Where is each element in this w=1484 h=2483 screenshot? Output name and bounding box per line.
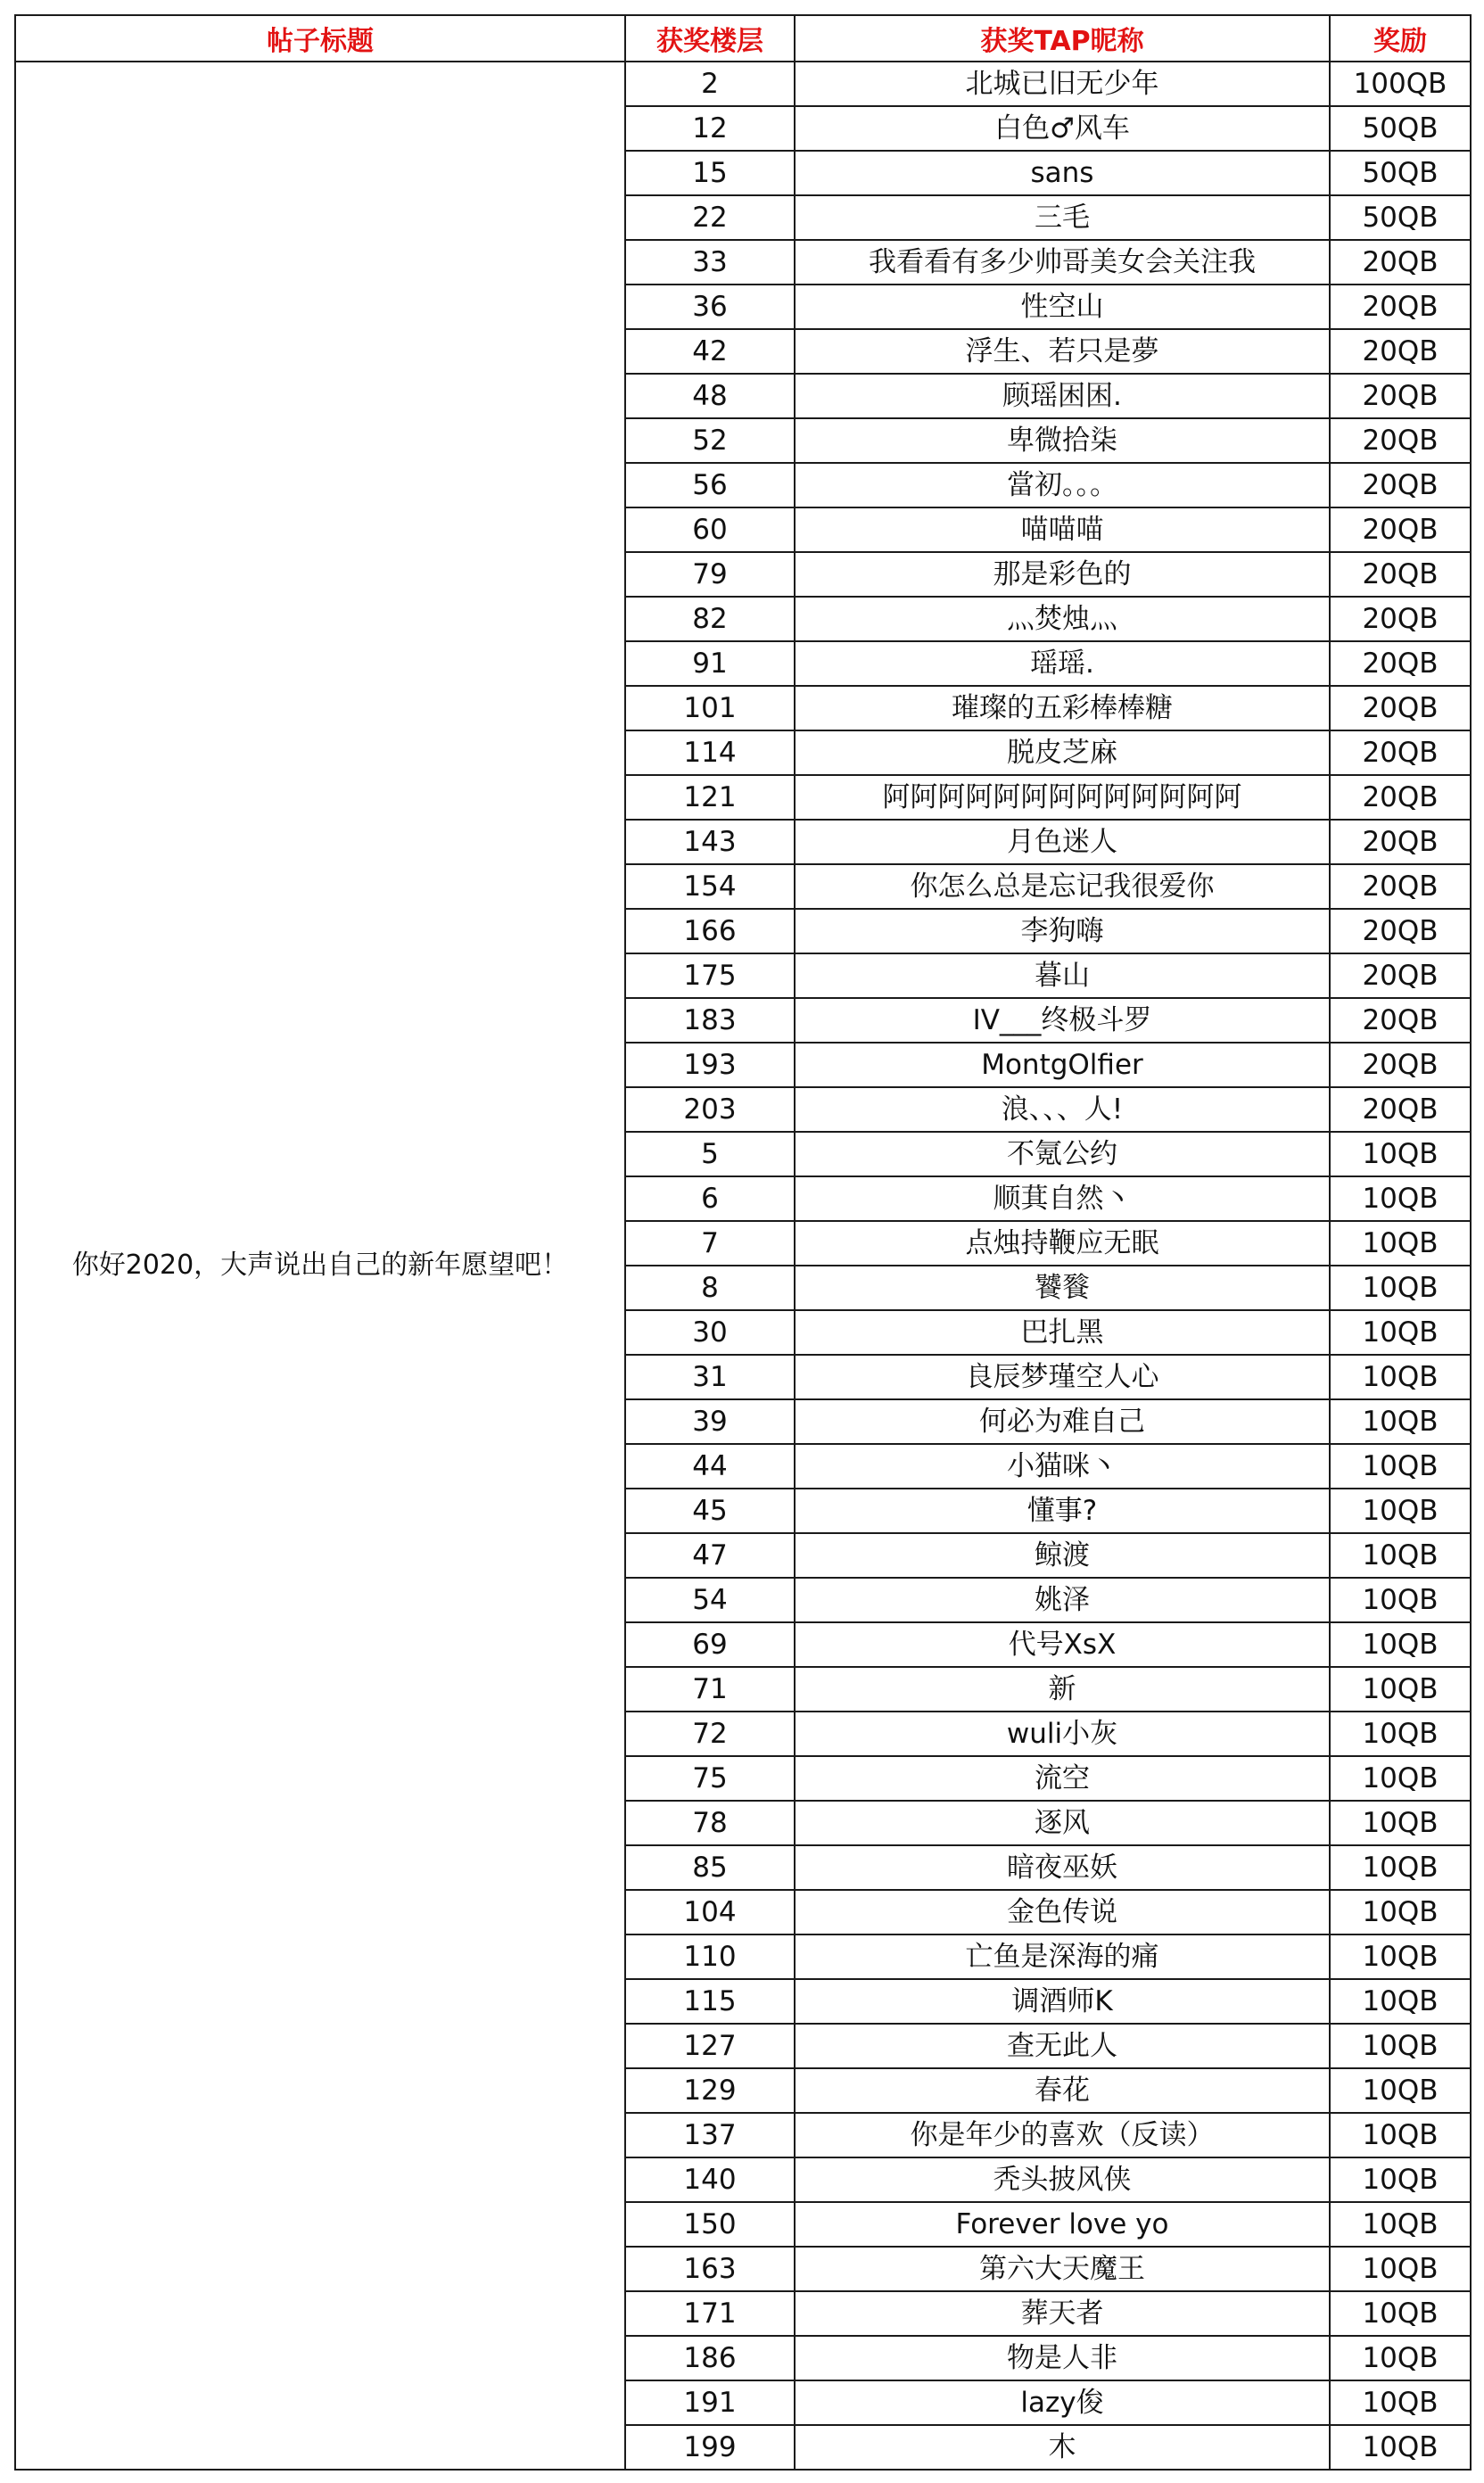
reward-cell: 10QB bbox=[1330, 1712, 1471, 1756]
nickname-cell: 木 bbox=[795, 2425, 1330, 2470]
nickname-cell: 卑微拾柒 bbox=[795, 418, 1330, 463]
floor-cell: 33 bbox=[625, 240, 795, 285]
nickname-cell: 浪、、、人! bbox=[795, 1087, 1330, 1132]
floor-cell: 31 bbox=[625, 1355, 795, 1399]
nickname-cell: 顺萁自然丶 bbox=[795, 1176, 1330, 1221]
floor-cell: 127 bbox=[625, 2024, 795, 2068]
post-title-cell: 你好2020，大声说出自己的新年愿望吧！ bbox=[15, 62, 625, 2470]
nickname-cell: 不氪公约 bbox=[795, 1132, 1330, 1176]
reward-cell: 50QB bbox=[1330, 106, 1471, 151]
nickname-cell: 脱皮芝麻 bbox=[795, 730, 1330, 775]
reward-cell: 20QB bbox=[1330, 597, 1471, 641]
reward-cell: 10QB bbox=[1330, 1266, 1471, 1310]
reward-cell: 10QB bbox=[1330, 1890, 1471, 1934]
nickname-cell: wuli小灰 bbox=[795, 1712, 1330, 1756]
nickname-cell: 你怎么总是忘记我很爱你 bbox=[795, 864, 1330, 909]
floor-cell: 183 bbox=[625, 998, 795, 1043]
nickname-cell: 喵喵喵 bbox=[795, 507, 1330, 552]
floor-cell: 163 bbox=[625, 2247, 795, 2291]
reward-cell: 20QB bbox=[1330, 864, 1471, 909]
nickname-cell: 调酒师K bbox=[795, 1979, 1330, 2024]
nickname-cell: 李狗嗨 bbox=[795, 909, 1330, 953]
floor-cell: 140 bbox=[625, 2157, 795, 2202]
reward-cell: 20QB bbox=[1330, 463, 1471, 507]
floor-cell: 15 bbox=[625, 151, 795, 195]
reward-cell: 20QB bbox=[1330, 285, 1471, 329]
floor-cell: 121 bbox=[625, 775, 795, 820]
nickname-cell: 顾瑶困困. bbox=[795, 374, 1330, 418]
floor-cell: 79 bbox=[625, 552, 795, 597]
reward-cell: 10QB bbox=[1330, 2113, 1471, 2157]
reward-cell: 10QB bbox=[1330, 1355, 1471, 1399]
header-floor: 获奖楼层 bbox=[625, 15, 795, 62]
reward-cell: 20QB bbox=[1330, 552, 1471, 597]
reward-cell: 20QB bbox=[1330, 374, 1471, 418]
nickname-cell: 阿阿阿阿阿阿阿阿阿阿阿阿阿 bbox=[795, 775, 1330, 820]
table-body bbox=[15, 62, 1471, 2470]
floor-cell: 78 bbox=[625, 1801, 795, 1845]
nickname-cell: 姚泽 bbox=[795, 1578, 1330, 1622]
nickname-cell: 灬焚烛灬 bbox=[795, 597, 1330, 641]
nickname-cell: 懂事? bbox=[795, 1489, 1330, 1533]
reward-cell: 20QB bbox=[1330, 909, 1471, 953]
reward-cell: 10QB bbox=[1330, 1845, 1471, 1890]
nickname-cell: 性空山 bbox=[795, 285, 1330, 329]
nickname-cell: Forever love yo bbox=[795, 2202, 1330, 2247]
winners-table bbox=[14, 14, 1472, 2471]
nickname-cell: IV___终极斗罗 bbox=[795, 998, 1330, 1043]
nickname-cell: sans bbox=[795, 151, 1330, 195]
reward-cell: 10QB bbox=[1330, 1622, 1471, 1667]
nickname-cell: 第六大天魔王 bbox=[795, 2247, 1330, 2291]
reward-cell: 20QB bbox=[1330, 1043, 1471, 1087]
floor-cell: 166 bbox=[625, 909, 795, 953]
reward-cell: 10QB bbox=[1330, 2157, 1471, 2202]
nickname-cell: 小猫咪丶 bbox=[795, 1444, 1330, 1489]
reward-cell: 20QB bbox=[1330, 1087, 1471, 1132]
nickname-cell: 饕餮 bbox=[795, 1266, 1330, 1310]
floor-cell: 60 bbox=[625, 507, 795, 552]
floor-cell: 42 bbox=[625, 329, 795, 374]
nickname-cell: 流空 bbox=[795, 1756, 1330, 1801]
nickname-cell: 白色♂风车 bbox=[795, 106, 1330, 151]
reward-cell: 10QB bbox=[1330, 1221, 1471, 1266]
floor-cell: 72 bbox=[625, 1712, 795, 1756]
nickname-cell: 亡鱼是深海的痛 bbox=[795, 1934, 1330, 1979]
floor-cell: 154 bbox=[625, 864, 795, 909]
floor-cell: 36 bbox=[625, 285, 795, 329]
nickname-cell: 月色迷人 bbox=[795, 820, 1330, 864]
nickname-cell: 當初。。。 bbox=[795, 463, 1330, 507]
reward-cell: 10QB bbox=[1330, 2291, 1471, 2336]
header-post-title: 帖子标题 bbox=[15, 15, 625, 62]
floor-cell: 82 bbox=[625, 597, 795, 641]
header-row bbox=[15, 15, 1471, 62]
nickname-cell: 秃头披风侠 bbox=[795, 2157, 1330, 2202]
nickname-cell: 你是年少的喜欢（反读） bbox=[795, 2113, 1330, 2157]
floor-cell: 7 bbox=[625, 1221, 795, 1266]
floor-cell: 71 bbox=[625, 1667, 795, 1712]
nickname-cell: 巴扎黑 bbox=[795, 1310, 1330, 1355]
floor-cell: 75 bbox=[625, 1756, 795, 1801]
reward-cell: 10QB bbox=[1330, 1756, 1471, 1801]
floor-cell: 193 bbox=[625, 1043, 795, 1087]
nickname-cell: 金色传说 bbox=[795, 1890, 1330, 1934]
reward-cell: 10QB bbox=[1330, 2425, 1471, 2470]
reward-cell: 50QB bbox=[1330, 195, 1471, 240]
reward-cell: 20QB bbox=[1330, 686, 1471, 730]
table-row bbox=[15, 62, 1471, 106]
floor-cell: 22 bbox=[625, 195, 795, 240]
reward-cell: 10QB bbox=[1330, 1801, 1471, 1845]
reward-cell: 20QB bbox=[1330, 641, 1471, 686]
floor-cell: 54 bbox=[625, 1578, 795, 1622]
floor-cell: 44 bbox=[625, 1444, 795, 1489]
nickname-cell: 葬天者 bbox=[795, 2291, 1330, 2336]
reward-cell: 10QB bbox=[1330, 1444, 1471, 1489]
nickname-cell: 何必为难自己 bbox=[795, 1399, 1330, 1444]
reward-cell: 10QB bbox=[1330, 1132, 1471, 1176]
floor-cell: 5 bbox=[625, 1132, 795, 1176]
floor-cell: 91 bbox=[625, 641, 795, 686]
nickname-cell: 点烛持鞭应无眠 bbox=[795, 1221, 1330, 1266]
header-nickname: 获奖TAP昵称 bbox=[795, 15, 1330, 62]
floor-cell: 199 bbox=[625, 2425, 795, 2470]
reward-cell: 10QB bbox=[1330, 1489, 1471, 1533]
reward-cell: 20QB bbox=[1330, 820, 1471, 864]
floor-cell: 6 bbox=[625, 1176, 795, 1221]
floor-cell: 175 bbox=[625, 953, 795, 998]
nickname-cell: 暮山 bbox=[795, 953, 1330, 998]
reward-cell: 100QB bbox=[1330, 62, 1471, 106]
nickname-cell: 璀璨的五彩棒棒糖 bbox=[795, 686, 1330, 730]
reward-cell: 10QB bbox=[1330, 1176, 1471, 1221]
nickname-cell: lazy俊 bbox=[795, 2380, 1330, 2425]
floor-cell: 191 bbox=[625, 2380, 795, 2425]
floor-cell: 52 bbox=[625, 418, 795, 463]
nickname-cell: MontgOlfier bbox=[795, 1043, 1330, 1087]
nickname-cell: 代号XsX bbox=[795, 1622, 1330, 1667]
reward-cell: 10QB bbox=[1330, 1578, 1471, 1622]
floor-cell: 39 bbox=[625, 1399, 795, 1444]
reward-cell: 10QB bbox=[1330, 2202, 1471, 2247]
floor-cell: 56 bbox=[625, 463, 795, 507]
reward-cell: 20QB bbox=[1330, 953, 1471, 998]
reward-cell: 10QB bbox=[1330, 1399, 1471, 1444]
nickname-cell: 物是人非 bbox=[795, 2336, 1330, 2380]
reward-cell: 20QB bbox=[1330, 507, 1471, 552]
nickname-cell: 瑶瑶. bbox=[795, 641, 1330, 686]
floor-cell: 114 bbox=[625, 730, 795, 775]
nickname-cell: 查无此人 bbox=[795, 2024, 1330, 2068]
reward-cell: 10QB bbox=[1330, 2024, 1471, 2068]
reward-cell: 20QB bbox=[1330, 240, 1471, 285]
floor-cell: 143 bbox=[625, 820, 795, 864]
floor-cell: 85 bbox=[625, 1845, 795, 1890]
nickname-cell: 我看看有多少帅哥美女会关注我 bbox=[795, 240, 1330, 285]
floor-cell: 69 bbox=[625, 1622, 795, 1667]
reward-cell: 10QB bbox=[1330, 2068, 1471, 2113]
floor-cell: 129 bbox=[625, 2068, 795, 2113]
nickname-cell: 新 bbox=[795, 1667, 1330, 1712]
reward-cell: 10QB bbox=[1330, 1310, 1471, 1355]
reward-cell: 20QB bbox=[1330, 418, 1471, 463]
floor-cell: 2 bbox=[625, 62, 795, 106]
reward-cell: 10QB bbox=[1330, 1667, 1471, 1712]
reward-cell: 10QB bbox=[1330, 1533, 1471, 1578]
floor-cell: 150 bbox=[625, 2202, 795, 2247]
nickname-cell: 鲸渡 bbox=[795, 1533, 1330, 1578]
nickname-cell: 浮生、若只是夢 bbox=[795, 329, 1330, 374]
reward-cell: 20QB bbox=[1330, 998, 1471, 1043]
floor-cell: 12 bbox=[625, 106, 795, 151]
floor-cell: 186 bbox=[625, 2336, 795, 2380]
reward-cell: 10QB bbox=[1330, 2380, 1471, 2425]
reward-cell: 10QB bbox=[1330, 2247, 1471, 2291]
floor-cell: 47 bbox=[625, 1533, 795, 1578]
nickname-cell: 那是彩色的 bbox=[795, 552, 1330, 597]
reward-cell: 20QB bbox=[1330, 730, 1471, 775]
floor-cell: 45 bbox=[625, 1489, 795, 1533]
floor-cell: 203 bbox=[625, 1087, 795, 1132]
reward-cell: 20QB bbox=[1330, 329, 1471, 374]
reward-cell: 10QB bbox=[1330, 1934, 1471, 1979]
floor-cell: 48 bbox=[625, 374, 795, 418]
floor-cell: 104 bbox=[625, 1890, 795, 1934]
nickname-cell: 逐风 bbox=[795, 1801, 1330, 1845]
floor-cell: 137 bbox=[625, 2113, 795, 2157]
floor-cell: 8 bbox=[625, 1266, 795, 1310]
floor-cell: 30 bbox=[625, 1310, 795, 1355]
floor-cell: 115 bbox=[625, 1979, 795, 2024]
floor-cell: 171 bbox=[625, 2291, 795, 2336]
nickname-cell: 良辰梦瑾空人心 bbox=[795, 1355, 1330, 1399]
floor-cell: 110 bbox=[625, 1934, 795, 1979]
header-reward: 奖励 bbox=[1330, 15, 1471, 62]
reward-cell: 10QB bbox=[1330, 1979, 1471, 2024]
nickname-cell: 三毛 bbox=[795, 195, 1330, 240]
reward-cell: 50QB bbox=[1330, 151, 1471, 195]
nickname-cell: 春花 bbox=[795, 2068, 1330, 2113]
floor-cell: 101 bbox=[625, 686, 795, 730]
reward-cell: 20QB bbox=[1330, 775, 1471, 820]
nickname-cell: 暗夜巫妖 bbox=[795, 1845, 1330, 1890]
nickname-cell: 北城已旧无少年 bbox=[795, 62, 1330, 106]
reward-cell: 10QB bbox=[1330, 2336, 1471, 2380]
